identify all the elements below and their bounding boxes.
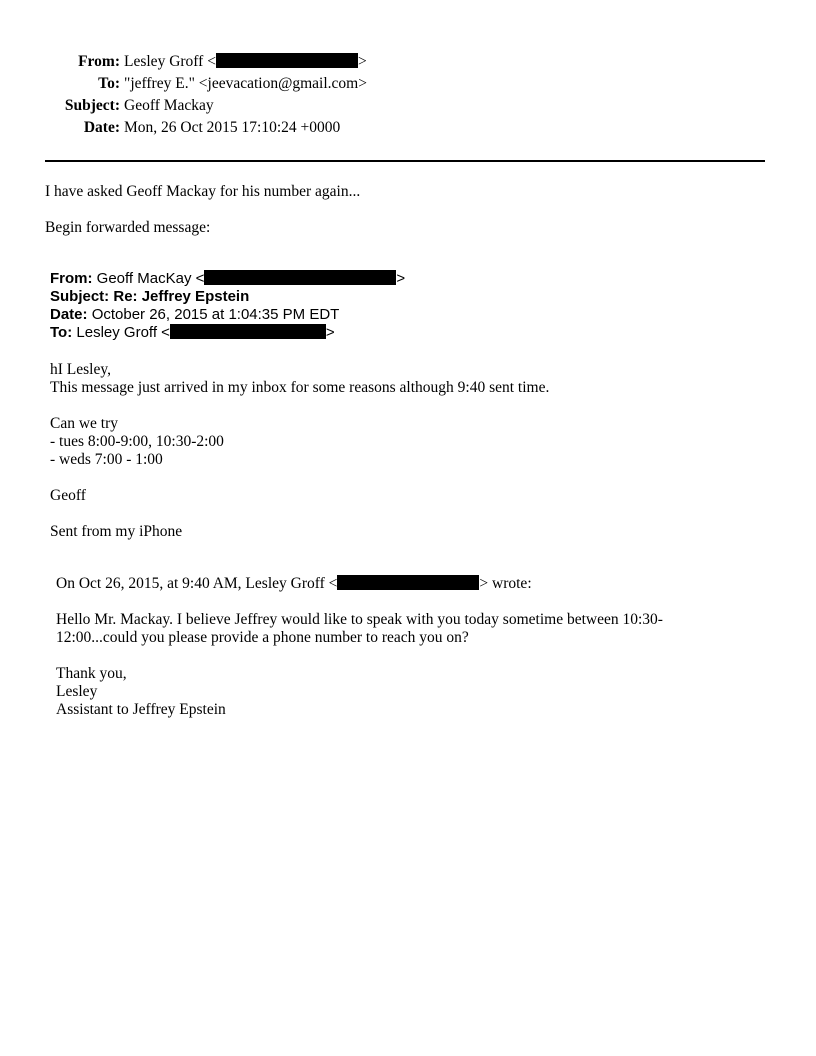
header-to-label: To: [98, 75, 120, 92]
quoted-attribution-start: On Oct 26, 2015, at 9:40 AM, Lesley Groff < [56, 575, 338, 592]
header-from-row [0, 52, 816, 72]
fwd-to-close: > [325, 324, 335, 341]
header-subject-label: Subject: [64, 97, 120, 114]
fwd-from-row [50, 270, 405, 288]
fwd-line-3: - tues 8:00-9:00, 10:30-2:00 [50, 433, 224, 450]
header-date-label: Date: [83, 119, 120, 136]
fwd-to-label: To: [50, 324, 73, 341]
redaction-block [216, 53, 358, 68]
header-to-value: "jeffrey E." <jeevacation@gmail.com> [124, 75, 367, 92]
header-from-close: > [357, 53, 367, 70]
header-subject-value: Geoff Mackay [124, 97, 214, 114]
fwd-sent-from: Sent from my iPhone [50, 523, 183, 540]
fwd-line-1: This message just arrived in my inbox for some reasons although 9:40 sent time. [50, 379, 550, 396]
fwd-date-row [50, 306, 339, 324]
fwd-line-4: - weds 7:00 - 1:00 [50, 451, 163, 468]
redaction-block [204, 270, 396, 285]
fwd-greeting: hI Lesley, [50, 361, 111, 378]
header-subject-row [0, 96, 816, 116]
header-date-row [0, 118, 816, 138]
header-divider [45, 160, 765, 162]
fwd-from-close: > [396, 270, 406, 287]
fwd-line-2: Can we try [50, 415, 119, 432]
body-forward-note: Begin forwarded message: [45, 219, 211, 236]
fwd-to-row [50, 324, 335, 342]
quoted-attribution-end: > wrote: [479, 575, 532, 592]
redaction-block [337, 575, 479, 590]
fwd-from-label: From: [50, 270, 93, 287]
fwd-subject-value: Re: Jeffrey Epstein [113, 288, 250, 305]
body-intro: I have asked Geoff Mackay for his number again... [45, 183, 361, 200]
quoted-title: Assistant to Jeffrey Epstein [56, 701, 226, 718]
fwd-date-value: October 26, 2015 at 1:04:35 PM EDT [91, 306, 340, 323]
quoted-line-2: 12:00...could you please provide a phone number to reach you on? [56, 629, 469, 646]
redaction-block [170, 324, 326, 339]
header-from-name: Lesley Groff < [124, 53, 216, 70]
header-date-value: Mon, 26 Oct 2015 17:10:24 +0000 [124, 119, 341, 136]
fwd-from-name: Geoff MacKay < [96, 270, 205, 287]
fwd-subject-row [50, 288, 249, 306]
header-from-label: From: [78, 53, 120, 70]
fwd-date-label: Date: [50, 306, 88, 323]
fwd-signature: Geoff [50, 487, 86, 504]
header-to-row [0, 74, 816, 94]
quoted-line-1: Hello Mr. Mackay. I believe Jeffrey would like to speak with you today sometime between 10:30- [56, 611, 663, 628]
quoted-name: Lesley [56, 683, 98, 700]
fwd-to-name: Lesley Groff < [76, 324, 170, 341]
header-from-value [124, 52, 367, 72]
quoted-attribution [56, 575, 532, 593]
fwd-subject-label: Subject: [50, 288, 110, 305]
quoted-thanks: Thank you, [56, 665, 127, 682]
